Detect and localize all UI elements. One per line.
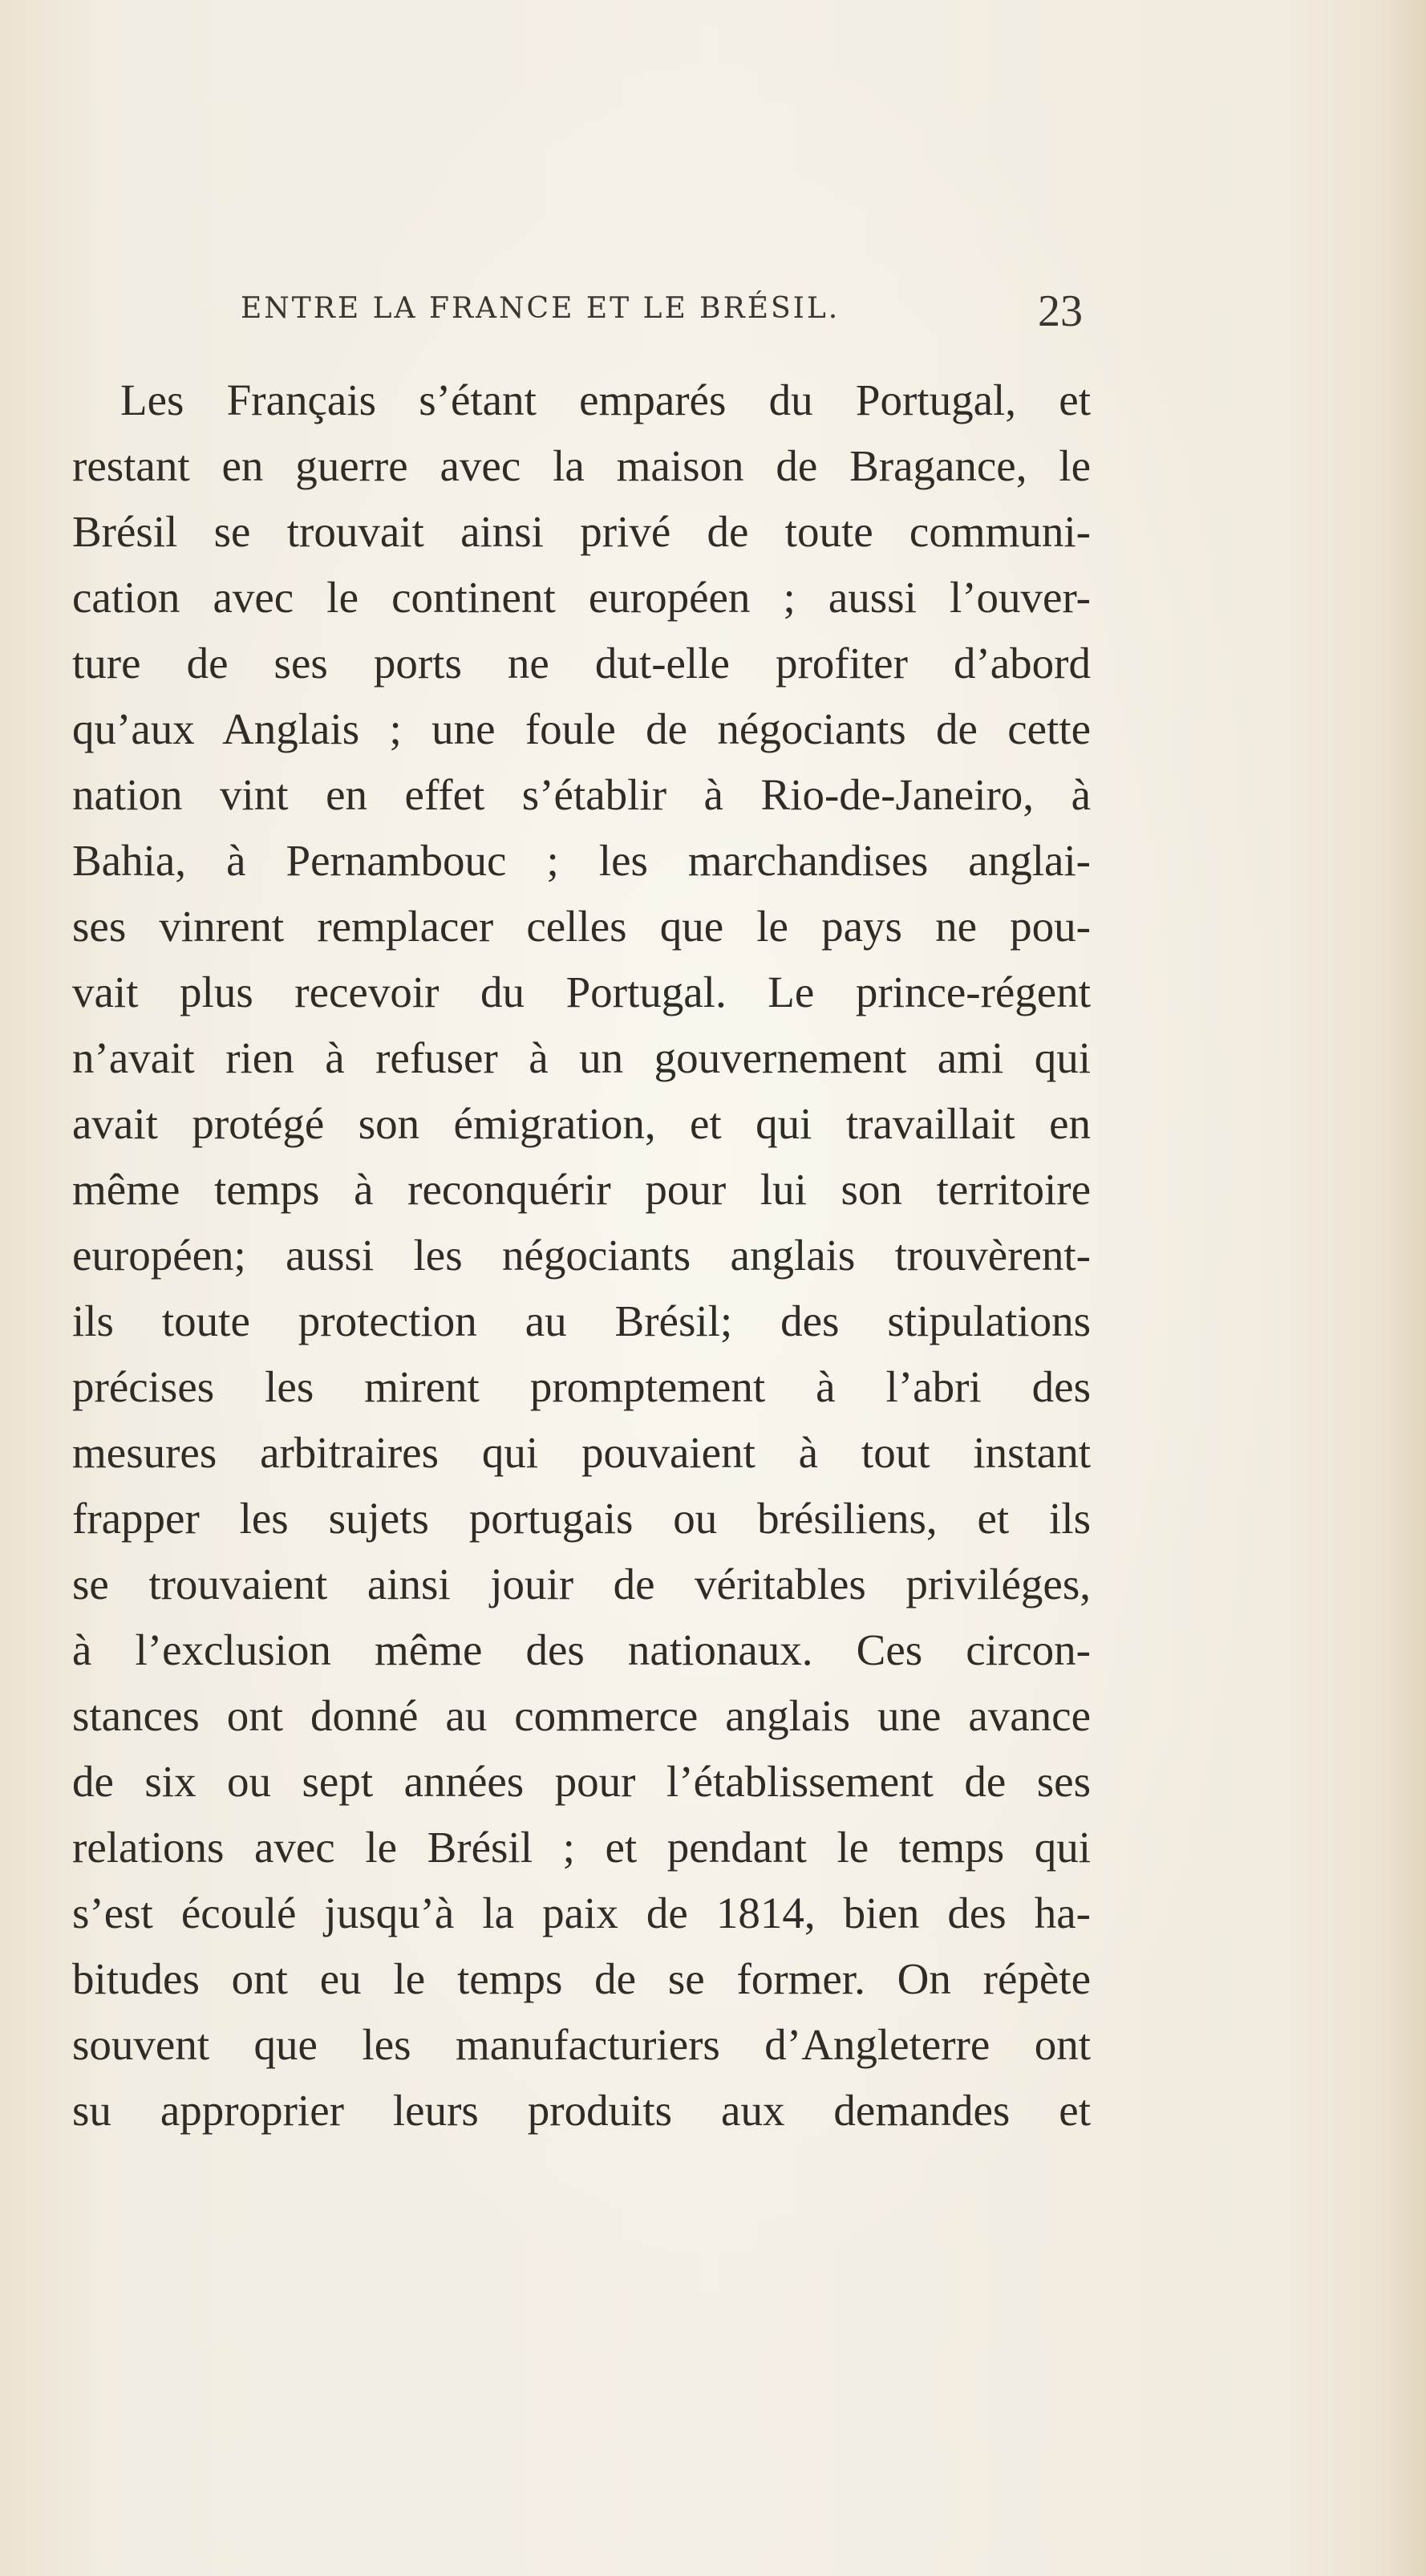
text-line: stances ont donné au commerce anglais une avance bbox=[72, 1691, 1091, 1740]
text-line: ses vinrent remplacer celles que le pays ne pou- bbox=[72, 902, 1091, 951]
text-line: frapper les sujets portugais ou brésiliens, et ils bbox=[72, 1494, 1091, 1543]
text-line: bitudes ont eu le temps de se former. On répète bbox=[72, 1954, 1091, 2003]
text-line: avait protégé son émigration, et qui travaillait en bbox=[72, 1099, 1091, 1148]
text-line: à l’exclusion même des nationaux. Ces circon- bbox=[72, 1625, 1091, 1674]
text-line: restant en guerre avec la maison de Bragance, le bbox=[72, 441, 1091, 490]
text-line: vait plus recevoir du Portugal. Le prince-régent bbox=[72, 968, 1091, 1016]
text-line: su approprier leurs produits aux demandes et bbox=[72, 2086, 1091, 2135]
text-line: de six ou sept années pour l’établissement de ses bbox=[72, 1757, 1091, 1806]
text-line: ils toute protection au Brésil; des stipulations bbox=[72, 1296, 1091, 1345]
text-line: nation vint en effet s’établir à Rio-de-Janeiro, à bbox=[72, 770, 1091, 819]
text-line: ture de ses ports ne dut-elle profiter d’abord bbox=[72, 639, 1091, 688]
text-line: européen; aussi les négociants anglais trouvèrent- bbox=[72, 1231, 1091, 1280]
text-line: souvent que les manufacturiers d’Angleterre ont bbox=[72, 2020, 1091, 2069]
text-line: se trouvaient ainsi jouir de véritables priviléges, bbox=[72, 1560, 1091, 1608]
text-line: cation avec le continent européen ; aussi l’ouver- bbox=[72, 573, 1091, 622]
text-line: précises les mirent promptement à l’abri des bbox=[72, 1362, 1091, 1411]
text-line: Brésil se trouvait ainsi privé de toute communi- bbox=[72, 507, 1091, 556]
body-text bbox=[72, 367, 1091, 2144]
text-line: Bahia, à Pernambouc ; les marchandises anglai- bbox=[72, 836, 1091, 885]
page-number: 23 bbox=[1038, 286, 1083, 336]
page-header bbox=[241, 286, 1091, 342]
text-line: qu’aux Anglais ; une foule de négociants de cette bbox=[72, 704, 1091, 753]
text-line: mesures arbitraires qui pouvaient à tout instant bbox=[72, 1428, 1091, 1477]
text-line: Les Français s’étant emparés du Portugal, et bbox=[120, 375, 1091, 424]
text-line: relations avec le Brésil ; et pendant le temps qui bbox=[72, 1823, 1091, 1872]
text-line: même temps à reconquérir pour lui son territoire bbox=[72, 1165, 1091, 1214]
text-line: s’est écoulé jusqu’à la paix de 1814, bien des ha- bbox=[72, 1888, 1091, 1937]
text-line: n’avait rien à refuser à un gouvernement ami qui bbox=[72, 1033, 1091, 1082]
running-head: ENTRE LA FRANCE ET LE BRÉSIL. bbox=[241, 292, 841, 325]
